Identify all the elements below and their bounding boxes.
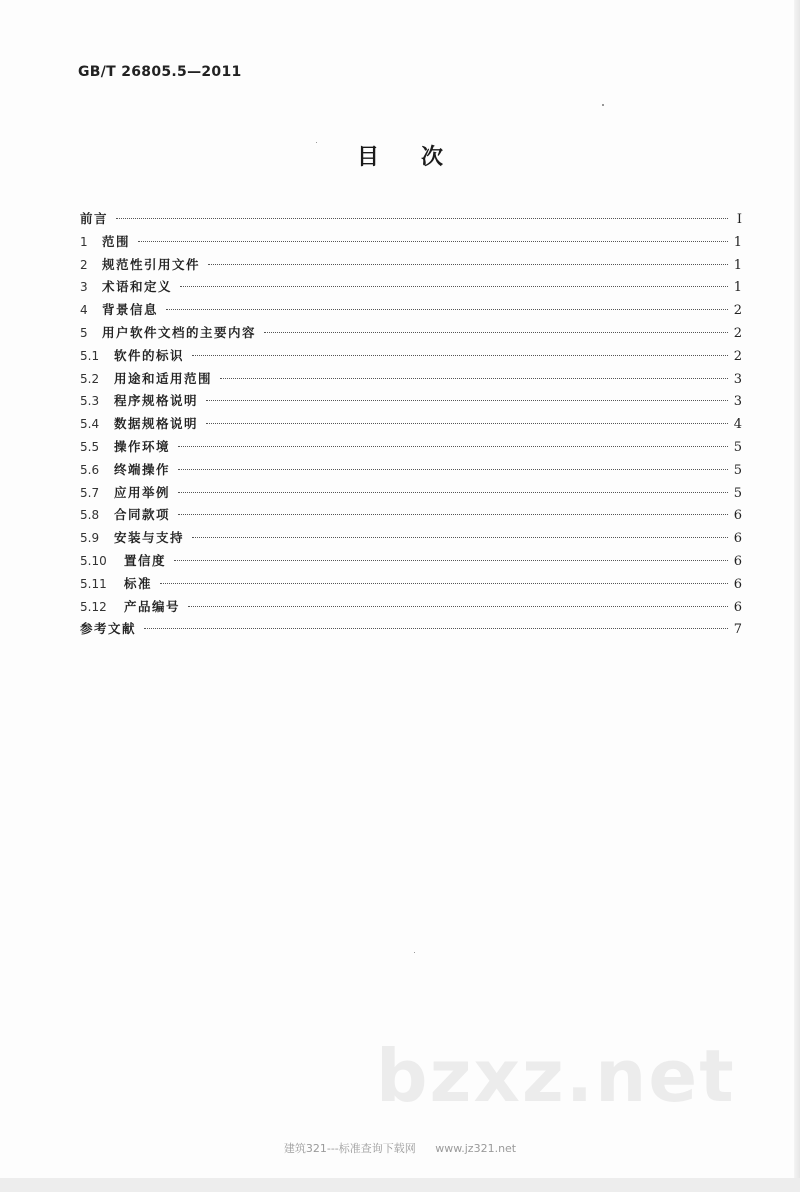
- toc-leader-dots: [166, 308, 728, 310]
- toc-entry-page: 5: [733, 485, 742, 501]
- toc-leader-dots: [174, 559, 728, 561]
- toc-entry-page: 1: [733, 257, 742, 273]
- toc-entry-label: 合同款项: [114, 507, 171, 523]
- toc-leader-dots: [206, 399, 728, 401]
- toc-leader-dots: [160, 582, 728, 584]
- toc-leader-dots: [220, 377, 728, 379]
- toc-entry: [80, 550, 742, 573]
- toc-entry-label: 程序规格说明: [114, 393, 199, 409]
- toc-entry-number: 5.6: [80, 462, 100, 477]
- toc-entry-number: 5.7: [80, 485, 100, 500]
- toc-entry-page: 5: [733, 462, 742, 478]
- toc-entry-page: 2: [733, 303, 742, 319]
- toc-entry-number: 5.11: [80, 576, 107, 591]
- toc-leader-dots: [264, 331, 728, 333]
- toc-entry: [80, 596, 742, 619]
- toc-entry-label: 规范性引用文件: [102, 256, 201, 272]
- toc-entry-number: 4: [80, 303, 88, 318]
- toc-entry: [80, 413, 742, 436]
- toc-entry-page: 6: [733, 553, 742, 569]
- toc-entry-label: 用途和适用范围: [114, 370, 213, 386]
- toc-entry-page: 6: [733, 508, 742, 524]
- toc-leader-dots: [188, 605, 728, 607]
- footer-site-url: www.jz321.net: [435, 1142, 517, 1155]
- toc-entry: [80, 208, 742, 231]
- bottom-band: [0, 1178, 800, 1192]
- toc-entry-number: 5.9: [80, 531, 100, 546]
- toc-entry-number: 5.3: [80, 394, 100, 409]
- toc-entry: [80, 368, 742, 391]
- toc-entry-number: 5.1: [80, 348, 100, 363]
- toc-leader-dots: [144, 627, 728, 629]
- toc-leader-dots: [178, 445, 728, 447]
- toc-leader-dots: [178, 491, 728, 493]
- toc-entry: [80, 299, 742, 322]
- toc-entry-page: 2: [733, 348, 742, 364]
- toc-entry-label: 数据规格说明: [114, 416, 199, 432]
- toc-leader-dots: [178, 513, 728, 515]
- toc-entry-number: 1: [80, 234, 88, 249]
- toc-entry: [80, 231, 742, 254]
- toc-entry-label: 应用举例: [114, 484, 171, 500]
- toc-entry: [80, 527, 742, 550]
- standard-number: GB/T 26805.5—2011: [78, 64, 242, 80]
- toc-entry-number: 5.5: [80, 439, 100, 454]
- toc-entry-label: 参考文献: [80, 621, 137, 637]
- table-of-contents: [80, 208, 742, 641]
- toc-entry: [80, 254, 742, 277]
- toc-leader-dots: [206, 422, 728, 424]
- toc-leader-dots: [192, 536, 728, 538]
- toc-entry: [80, 345, 742, 368]
- toc-entry-label: 产品编号: [124, 598, 181, 614]
- toc-entry-label: 置信度: [124, 552, 167, 568]
- toc-entry-label: 操作环境: [114, 438, 171, 454]
- toc-entry-page: 3: [733, 371, 742, 387]
- footer: [0, 1140, 800, 1156]
- toc-entry-number: 2: [80, 257, 88, 272]
- toc-entry-page: 7: [733, 622, 742, 638]
- toc-entry-number: 5.12: [80, 599, 107, 614]
- toc-leader-dots: [180, 285, 728, 287]
- toc-entry-label: 标准: [124, 575, 153, 591]
- toc-entry: [80, 322, 742, 345]
- toc-entry-number: 3: [80, 280, 88, 295]
- toc-entry-label: 术语和定义: [102, 279, 173, 295]
- toc-entry: [80, 482, 742, 505]
- toc-entry-label: 背景信息: [102, 302, 159, 318]
- toc-entry-page: 5: [733, 439, 742, 455]
- toc-entry-page: 6: [733, 599, 742, 615]
- toc-entry-page: I: [736, 212, 742, 227]
- toc-leader-dots: [178, 468, 728, 470]
- toc-entry-label: 范围: [102, 233, 131, 249]
- toc-entry-label: 安装与支持: [114, 530, 185, 546]
- toc-entry-label: 软件的标识: [114, 347, 185, 363]
- toc-title: 目次: [356, 145, 485, 170]
- toc-entry-page: 3: [733, 394, 742, 410]
- toc-entry: [80, 276, 742, 299]
- footer-site-name: 建筑321---标准查询下载网: [283, 1142, 416, 1155]
- toc-entry-page: 6: [733, 531, 742, 547]
- toc-entry: [80, 573, 742, 596]
- toc-entry-label: 终端操作: [114, 461, 171, 477]
- toc-entry-page: 2: [733, 325, 742, 341]
- toc-entry-page: 4: [733, 417, 742, 433]
- watermark: bzxz.net: [376, 1034, 736, 1118]
- toc-leader-dots: [116, 217, 728, 219]
- toc-leader-dots: [138, 240, 728, 242]
- toc-entry-number: 5.4: [80, 417, 100, 432]
- toc-entry-label: 用户软件文档的主要内容: [102, 324, 257, 340]
- toc-entry-page: 1: [733, 280, 742, 296]
- toc-entry: [80, 436, 742, 459]
- toc-entry-label: 前言: [80, 211, 109, 226]
- toc-leader-dots: [192, 354, 728, 356]
- toc-entry-number: 5.2: [80, 371, 100, 386]
- scan-speck: [602, 104, 604, 106]
- toc-entry-number: 5.8: [80, 508, 100, 523]
- toc-leader-dots: [208, 263, 728, 265]
- toc-entry-page: 6: [733, 576, 742, 592]
- toc-entry: [80, 459, 742, 482]
- scan-speck: [316, 142, 317, 143]
- page-edge-shadow: [794, 0, 800, 1192]
- toc-entry-number: 5.10: [80, 553, 107, 568]
- toc-entry: [80, 618, 742, 641]
- scan-speck: [414, 952, 415, 953]
- toc-entry-number: 5: [80, 325, 88, 340]
- toc-entry: [80, 390, 742, 413]
- toc-entry-page: 1: [733, 234, 742, 250]
- toc-entry: [80, 504, 742, 527]
